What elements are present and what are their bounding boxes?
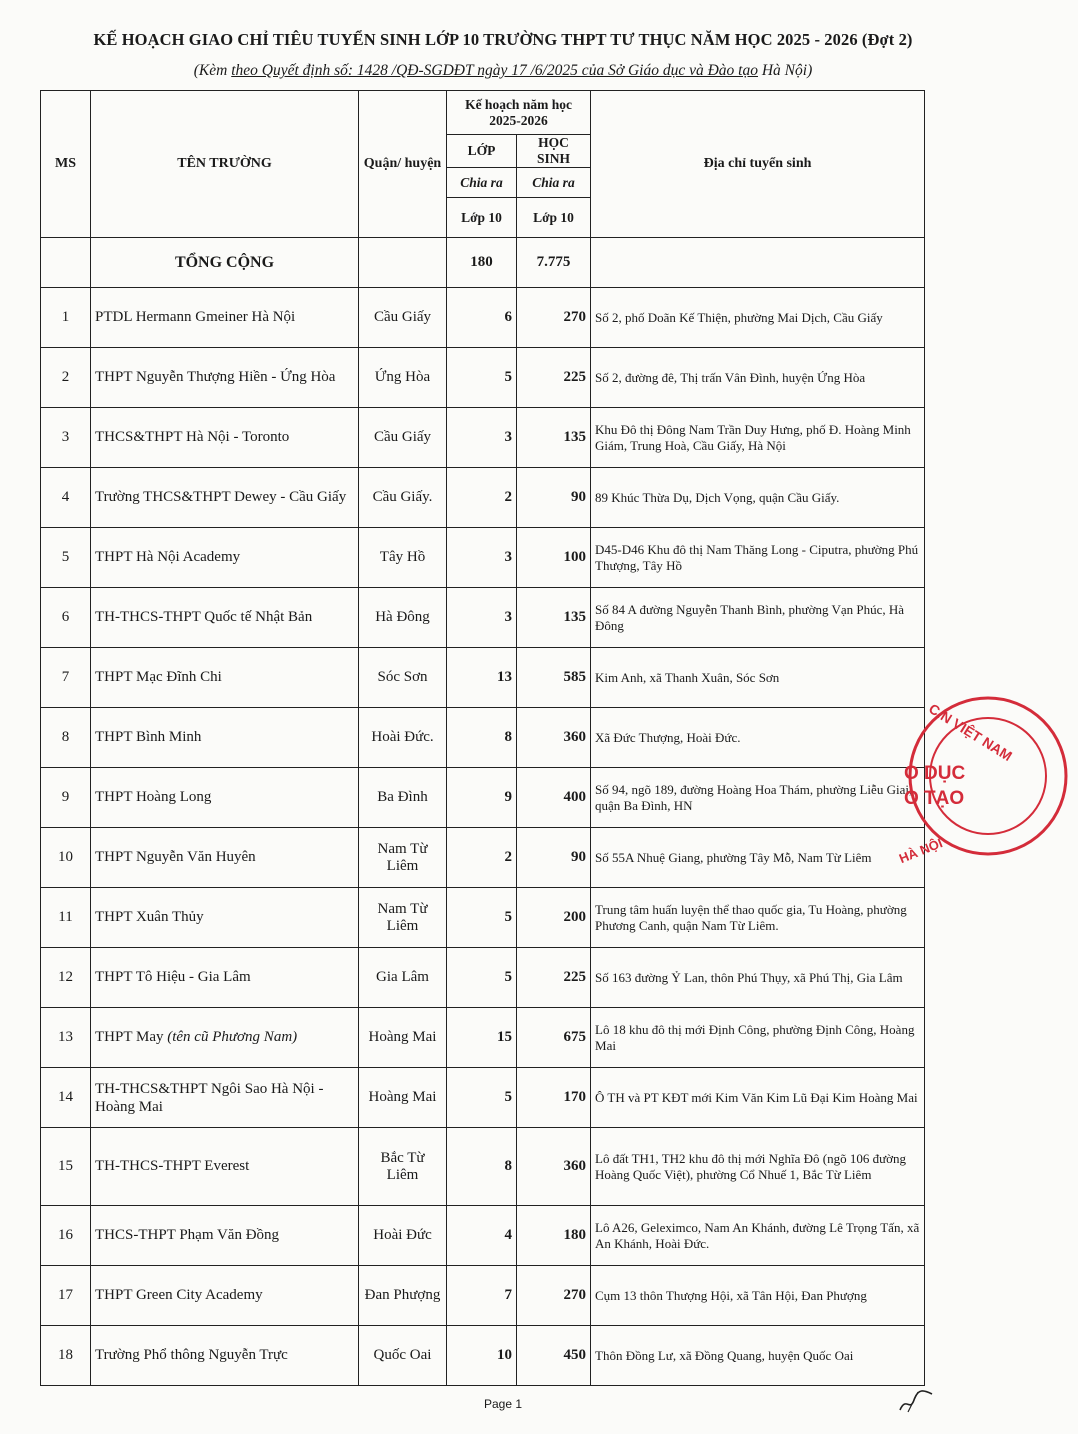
header-plan-line1: Kế hoạch năm học: [465, 96, 572, 112]
row-address: D45-D46 Khu đô thị Nam Thăng Long - Ciputra, phường Phú Thượng, Tây Hồ: [591, 528, 925, 588]
header-ms: MS: [41, 91, 91, 238]
table-row: [41, 648, 925, 708]
school-name-text: THPT Bình Minh: [95, 729, 202, 745]
table-header: [41, 91, 925, 238]
row-district: Cầu Giấy: [359, 408, 447, 468]
table-row: [41, 468, 925, 528]
row-school-name: [91, 1266, 359, 1326]
row-school-name: [91, 588, 359, 648]
school-name-text: THPT Xuân Thủy: [95, 909, 204, 925]
row-students: 100: [517, 528, 591, 588]
school-name-text: THPT Tô Hiệu - Gia Lâm: [95, 969, 251, 985]
header-school-name: TÊN TRƯỜNG: [91, 91, 359, 238]
row-address: Ô TH và PT KĐT mới Kim Văn Kim Lũ Đại Kim Hoàng Mai: [591, 1068, 925, 1128]
row-classes: 5: [447, 888, 517, 948]
subtitle-suffix: Hà Nội): [757, 62, 813, 79]
header-district: Quận/ huyện: [359, 91, 447, 238]
total-label: TỔNG CỘNG: [91, 238, 359, 288]
row-district: Nam Từ Liêm: [359, 828, 447, 888]
row-ms: 9: [41, 768, 91, 828]
row-school-name: [91, 468, 359, 528]
row-address: Số 94, ngõ 189, đường Hoàng Hoa Thám, phường Liễu Giai, quận Ba Đình, HN: [591, 768, 925, 828]
row-classes: 8: [447, 708, 517, 768]
row-classes: 15: [447, 1008, 517, 1068]
row-address: Số 2, đường đê, Thị trấn Vân Đình, huyện Ứng Hòa: [591, 348, 925, 408]
total-address-cell: [591, 238, 925, 288]
decision-reference: theo Quyết định số: 1428 /QĐ-SGDĐT ngày 17 /6/2025 của Sở Giáo dục và Đào tạo: [231, 62, 758, 79]
row-ms: 17: [41, 1266, 91, 1326]
table-row: [41, 948, 925, 1008]
row-ms: 4: [41, 468, 91, 528]
row-students: 135: [517, 408, 591, 468]
row-school-name: [91, 408, 359, 468]
row-classes: 5: [447, 1068, 517, 1128]
row-district: Gia Lâm: [359, 948, 447, 1008]
row-ms: 15: [41, 1128, 91, 1206]
row-classes: 8: [447, 1128, 517, 1206]
row-students: 450: [517, 1326, 591, 1386]
row-district: Hoài Đức: [359, 1206, 447, 1266]
row-students: 180: [517, 1206, 591, 1266]
row-district: Hoàng Mai: [359, 1068, 447, 1128]
school-name-text: THPT Nguyễn Văn Huyên: [95, 849, 256, 865]
row-district: Nam Từ Liêm: [359, 888, 447, 948]
total-row: [41, 238, 925, 288]
row-ms: 8: [41, 708, 91, 768]
row-school-name: [91, 648, 359, 708]
table-row: [41, 1128, 925, 1206]
stamp-text-mid2: O TẠO: [904, 788, 965, 809]
row-school-name: [91, 1008, 359, 1068]
row-classes: 2: [447, 468, 517, 528]
school-name-text: THPT May: [95, 1029, 168, 1045]
row-school-name: [91, 348, 359, 408]
row-address: Số 163 đường Ỷ Lan, thôn Phú Thụy, xã Phú Thị, Gia Lâm: [591, 948, 925, 1008]
header-split-classes: Chia ra: [447, 168, 517, 198]
row-students: 400: [517, 768, 591, 828]
official-stamp: [896, 694, 1016, 867]
row-students: 170: [517, 1068, 591, 1128]
row-address: Xã Đức Thượng, Hoài Đức.: [591, 708, 925, 768]
row-school-name: [91, 1326, 359, 1386]
row-ms: 14: [41, 1068, 91, 1128]
school-name-text: THPT Nguyễn Thượng Hiền - Ứng Hòa: [95, 369, 336, 385]
row-classes: 3: [447, 528, 517, 588]
table-row: [41, 1008, 925, 1068]
school-name-text: THPT Green City Academy: [95, 1287, 263, 1303]
row-district: Cầu Giấy: [359, 288, 447, 348]
school-name-text: THCS&THPT Hà Nội - Toronto: [95, 429, 290, 445]
table-body: [41, 238, 925, 1386]
row-students: 360: [517, 1128, 591, 1206]
row-ms: 16: [41, 1206, 91, 1266]
page-number: Page 1: [483, 1397, 523, 1411]
row-school-name: [91, 888, 359, 948]
table-row: [41, 288, 925, 348]
row-ms: 12: [41, 948, 91, 1008]
row-students: 270: [517, 1266, 591, 1326]
table-row: [41, 828, 925, 888]
row-classes: 3: [447, 588, 517, 648]
row-address: Trung tâm huấn luyện thể thao quốc gia, Tu Hoàng, phường Phương Canh, quận Nam Từ Liêm.: [591, 888, 925, 948]
table-row: [41, 768, 925, 828]
row-school-name: [91, 1206, 359, 1266]
row-students: 90: [517, 828, 591, 888]
row-district: Ba Đình: [359, 768, 447, 828]
row-school-name: [91, 528, 359, 588]
row-ms: 5: [41, 528, 91, 588]
row-classes: 9: [447, 768, 517, 828]
row-classes: 10: [447, 1326, 517, 1386]
row-students: 135: [517, 588, 591, 648]
header-address: Địa chỉ tuyển sinh: [591, 91, 925, 238]
document-title: KẾ HOẠCH GIAO CHỈ TIÊU TUYỂN SINH LỚP 10 TRƯỜNG THPT TƯ THỤC NĂM HỌC 2025 - 2026 (Đợt 2): [93, 30, 913, 49]
school-name-text: THPT Mạc Đĩnh Chi: [95, 669, 222, 685]
row-ms: 18: [41, 1326, 91, 1386]
header-split-students: Chia ra: [517, 168, 591, 198]
header-classes: LỚP: [447, 135, 517, 168]
school-name-text: THPT Hà Nội Academy: [95, 549, 241, 565]
row-school-name: [91, 1128, 359, 1206]
row-address: Số 84 A đường Nguyễn Thanh Bình, phường Vạn Phúc, Hà Đông: [591, 588, 925, 648]
row-students: 200: [517, 888, 591, 948]
table-row: [41, 348, 925, 408]
school-name-text: Trường Phổ thông Nguyễn Trực: [95, 1347, 288, 1363]
row-ms: 3: [41, 408, 91, 468]
row-district: Đan Phượng: [359, 1266, 447, 1326]
row-school-name: [91, 288, 359, 348]
total-students: 7.775: [517, 238, 591, 288]
row-students: 90: [517, 468, 591, 528]
row-students: 585: [517, 648, 591, 708]
row-district: Tây Hồ: [359, 528, 447, 588]
header-grade-classes: Lớp 10: [447, 198, 517, 238]
row-district: Hoài Đức.: [359, 708, 447, 768]
school-name-text: TH-THCS-THPT Everest: [95, 1158, 250, 1174]
school-name-text: Trường THCS&THPT Dewey - Cầu Giấy: [95, 489, 347, 505]
row-address: Lô đất TH1, TH2 khu đô thị mới Nghĩa Đô (ngõ 106 đường Hoàng Quốc Việt), phường Cổ Nhuế 1, Bắc Từ Liêm: [591, 1128, 925, 1206]
row-ms: 10: [41, 828, 91, 888]
stamp-text-top: C.N VIỆT NAM: [926, 700, 1016, 765]
school-name-text: PTDL Hermann Gmeiner Hà Nội: [95, 309, 296, 325]
row-district: Quốc Oai: [359, 1326, 447, 1386]
row-address: Lô A26, Geleximco, Nam An Khánh, đường Lê Trọng Tấn, xã An Khánh, Hoài Đức.: [591, 1206, 925, 1266]
table-row: [41, 888, 925, 948]
subtitle-prefix: (Kèm: [193, 62, 232, 79]
stamp-seal-icon: [896, 694, 1078, 867]
row-classes: 7: [447, 1266, 517, 1326]
row-classes: 3: [447, 408, 517, 468]
table-row: [41, 1326, 925, 1386]
row-ms: 7: [41, 648, 91, 708]
table-row: [41, 528, 925, 588]
row-school-name: [91, 768, 359, 828]
stamp-text-mid1: O DỤC: [904, 763, 966, 784]
stamp-text-bottom: HÀ NỘI: [896, 835, 945, 867]
row-classes: 5: [447, 948, 517, 1008]
row-classes: 13: [447, 648, 517, 708]
row-district: Ứng Hòa: [359, 348, 447, 408]
row-address: Số 2, phố Doãn Kế Thiện, phường Mai Dịch, Cầu Giấy: [591, 288, 925, 348]
row-school-name: [91, 828, 359, 888]
total-classes: 180: [447, 238, 517, 288]
row-students: 675: [517, 1008, 591, 1068]
header-students: HỌC SINH: [517, 135, 591, 168]
row-district: Hoàng Mai: [359, 1008, 447, 1068]
school-former-name: (tên cũ Phương Nam): [167, 1029, 298, 1045]
header-plan: [447, 91, 591, 135]
table-row: [41, 1266, 925, 1326]
row-school-name: [91, 1068, 359, 1128]
row-ms: 6: [41, 588, 91, 648]
row-address: Khu Đô thị Đông Nam Trần Duy Hưng, phố Đ. Hoàng Minh Giám, Trung Hoà, Cầu Giấy, Hà Nội: [591, 408, 925, 468]
row-address: Cụm 13 thôn Thượng Hội, xã Tân Hội, Đan Phượng: [591, 1266, 925, 1326]
school-name-text: TH-THCS&THPT Ngôi Sao Hà Nội - Hoàng Mai: [95, 1080, 324, 1115]
row-classes: 5: [447, 348, 517, 408]
header-plan-line2: 2025-2026: [489, 112, 548, 128]
table-row: [41, 588, 925, 648]
row-ms: 11: [41, 888, 91, 948]
row-district: Cầu Giấy.: [359, 468, 447, 528]
row-ms: 13: [41, 1008, 91, 1068]
school-name-text: THPT Hoàng Long: [95, 789, 212, 805]
row-school-name: [91, 708, 359, 768]
row-address: Kim Anh, xã Thanh Xuân, Sóc Sơn: [591, 648, 925, 708]
row-address: 89 Khúc Thừa Dụ, Dịch Vọng, quận Cầu Giấy.: [591, 468, 925, 528]
table-row: [41, 1206, 925, 1266]
table-row: [41, 408, 925, 468]
row-classes: 4: [447, 1206, 517, 1266]
school-name-text: TH-THCS-THPT Quốc tế Nhật Bản: [95, 609, 313, 625]
row-district: Hà Đông: [359, 588, 447, 648]
total-district-cell: [359, 238, 447, 288]
row-students: 270: [517, 288, 591, 348]
total-ms-cell: [41, 238, 91, 288]
row-ms: 1: [41, 288, 91, 348]
row-address: Số 55A Nhuệ Giang, phường Tây Mỗ, Nam Từ Liêm: [591, 828, 925, 888]
header-grade-students: Lớp 10: [517, 198, 591, 238]
enrollment-plan-table: [40, 90, 925, 1386]
table-row: [41, 1068, 925, 1128]
row-students: 225: [517, 948, 591, 1008]
school-name-text: THCS-THPT Phạm Văn Đồng: [95, 1227, 280, 1243]
row-classes: 2: [447, 828, 517, 888]
row-district: Sóc Sơn: [359, 648, 447, 708]
table-row: [41, 708, 925, 768]
row-district: Bắc Từ Liêm: [359, 1128, 447, 1206]
row-address: Lô 18 khu đô thị mới Định Công, phường Định Công, Hoàng Mai: [591, 1008, 925, 1068]
row-classes: 6: [447, 288, 517, 348]
row-students: 360: [517, 708, 591, 768]
row-school-name: [91, 948, 359, 1008]
document-subtitle: [0, 62, 1006, 80]
row-students: 225: [517, 348, 591, 408]
row-ms: 2: [41, 348, 91, 408]
row-address: Thôn Đồng Lư, xã Đồng Quang, huyện Quốc Oai: [591, 1326, 925, 1386]
